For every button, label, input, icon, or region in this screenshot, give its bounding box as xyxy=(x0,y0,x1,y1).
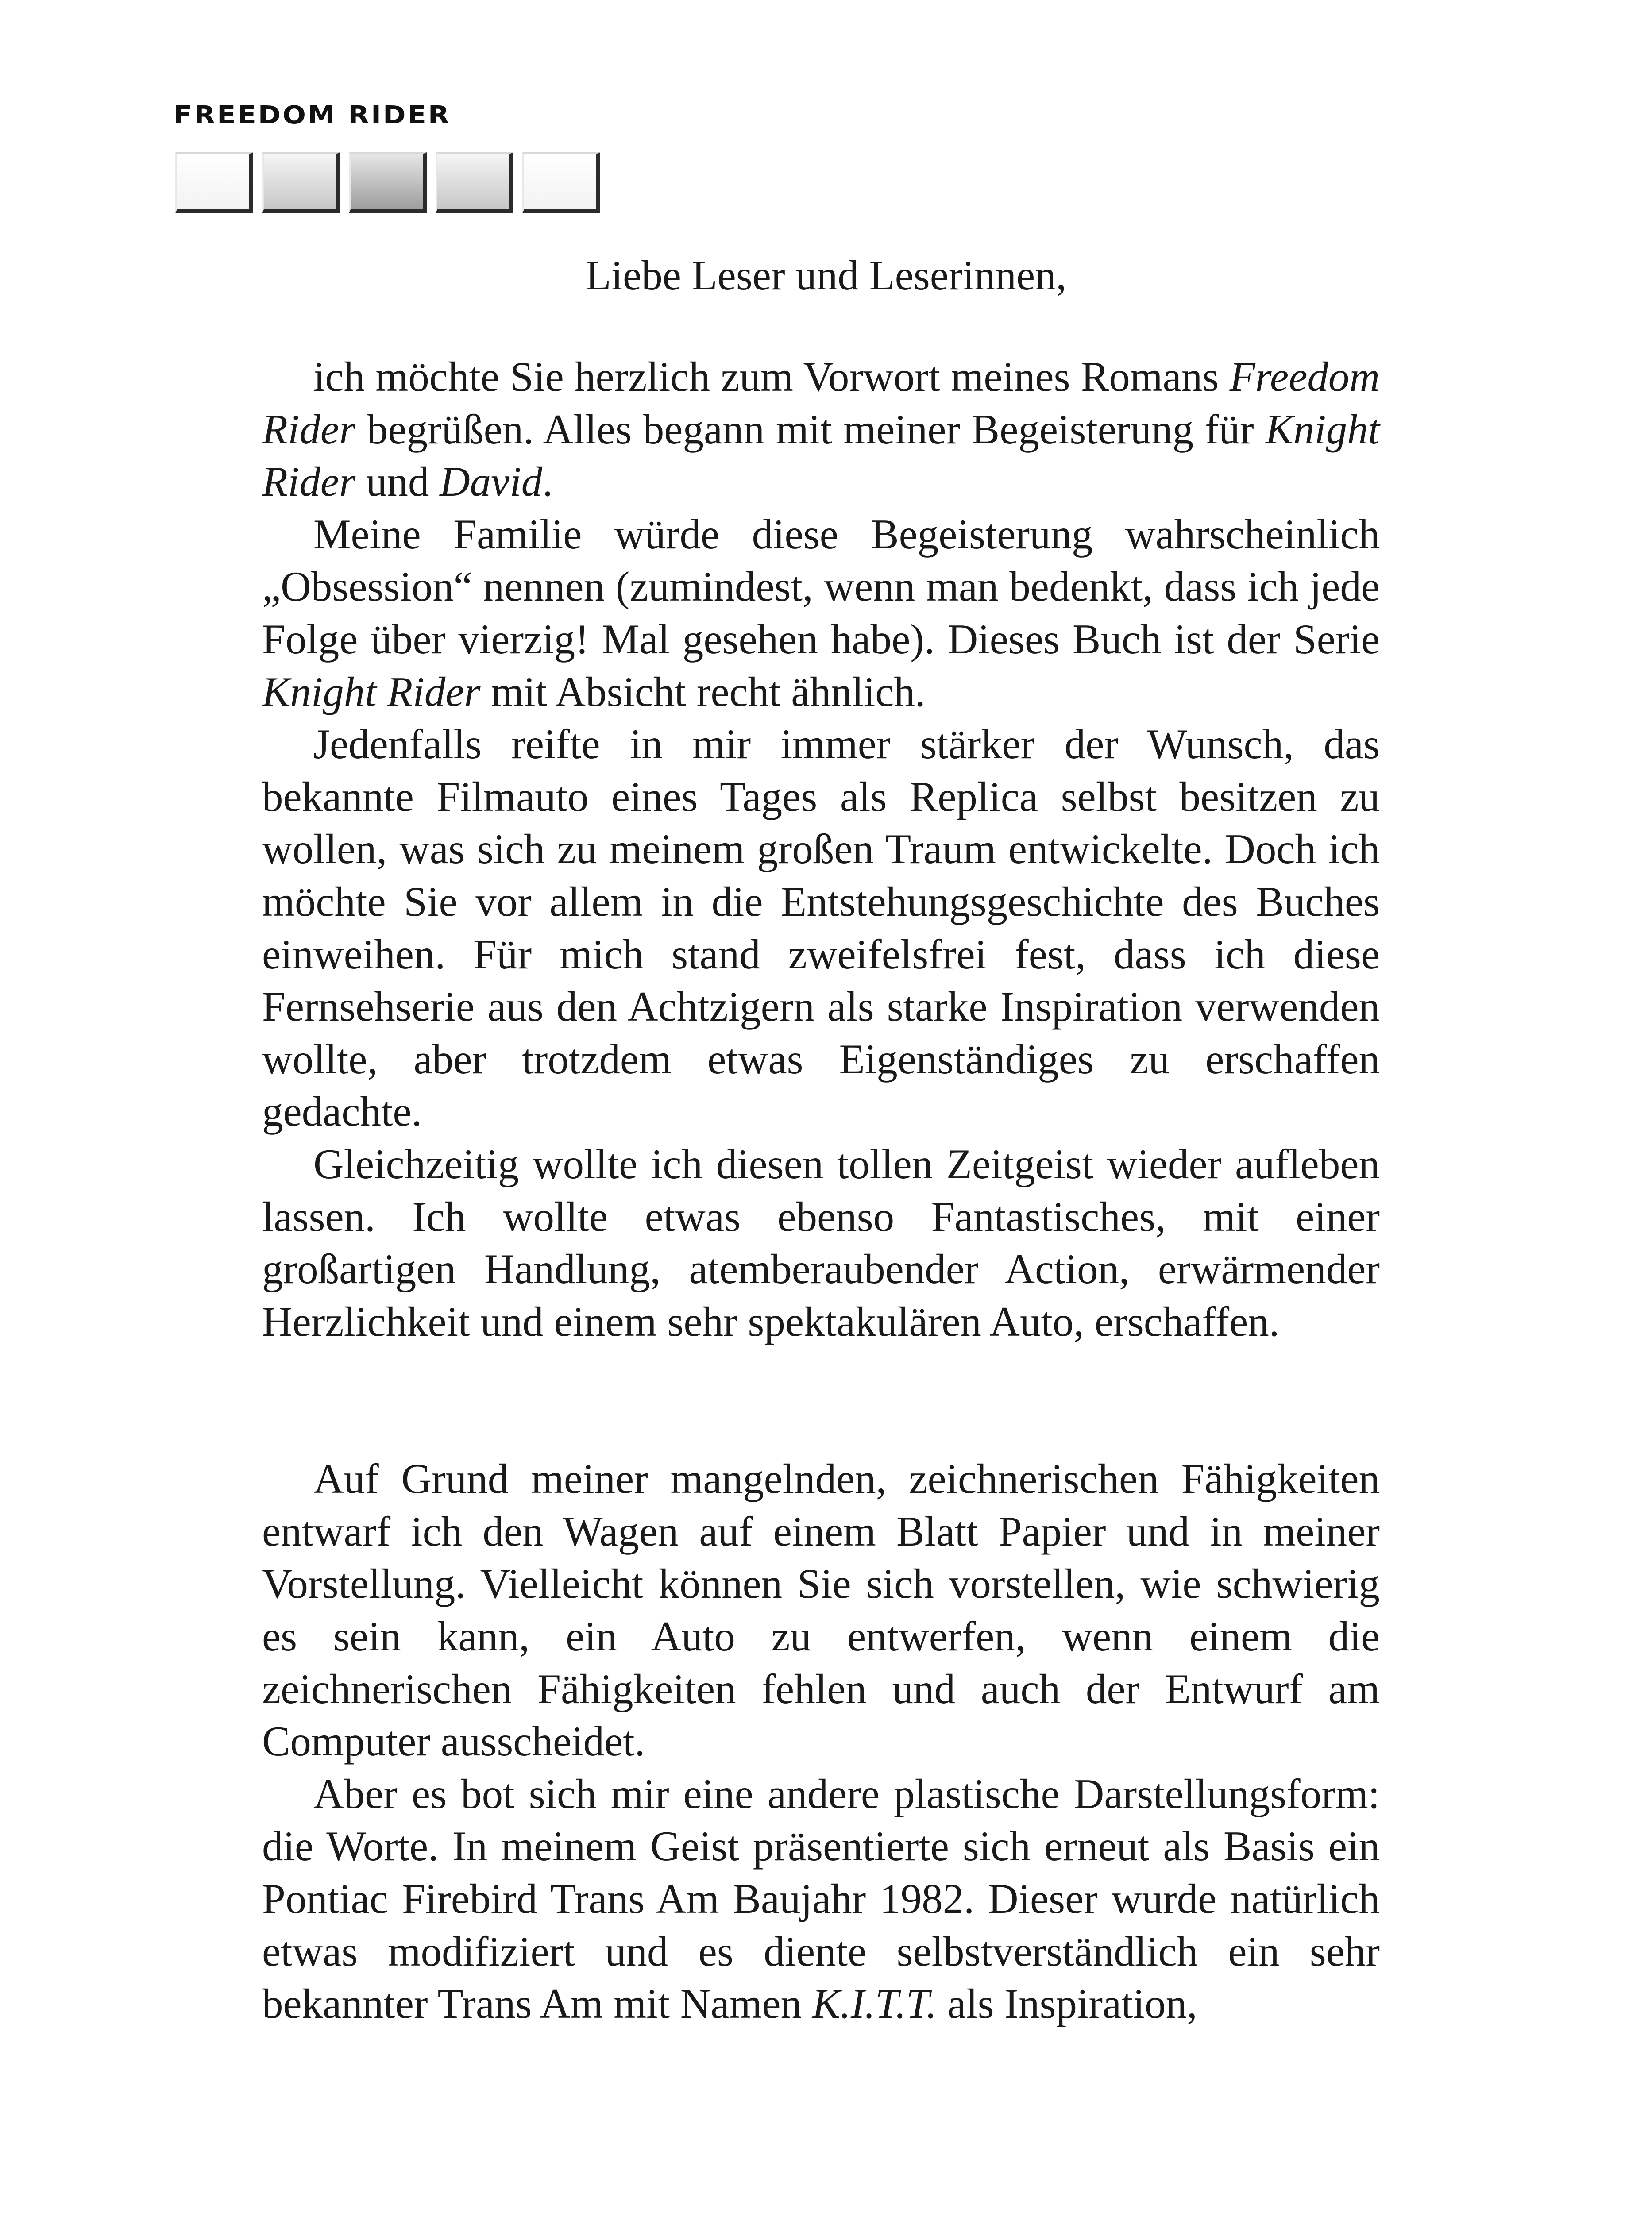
paragraph: Gleichzeitig wollte ich diesen tollen Zeitgeist wieder aufleben lassen. Ich wollte etwas ebenso Fantastisches, mit einer großartigen Handlung, atemberaubender Action, erwärmender Herzlichkeit und einem sehr spektakulären Auto, erschaffen. xyxy=(262,1140,1380,1345)
foreword-body xyxy=(262,351,1380,2030)
paragraph: Jedenfalls reifte in mir immer stärker der Wunsch, das bekannte Filmauto eines Tages als Replica selbst besitzen zu wollen, was sich zu meinem großen Traum entwickelte. Doch ich möchte Sie vor allem in die Entstehungsgeschichte des Buches einweihen. Für mich stand zweifelsfrei fest, dass ich diese Fernsehserie aus den Achtzigern als starke Inspiration verwenden wollte, aber trotzdem etwas Eigenständiges zu erschaffen gedachte. xyxy=(262,721,1380,1135)
paragraph: ich möchte Sie herzlich zum Vorwort meines Romans Freedom Rider begrüßen. Alles begann mit meiner Begeisterung für Knight Rider und David. xyxy=(262,353,1380,505)
book-title-logo: FREEDOM RIDER xyxy=(174,100,451,130)
decorative-tile xyxy=(349,152,427,213)
decorative-tile xyxy=(522,152,600,213)
paragraph: Meine Familie würde diese Begeisterung wahrscheinlich „Obsession“ nennen (zumindest, wenn man bedenkt, dass ich jede Folge über vierzig! Mal gesehen habe). Dieses Buch ist der Serie Knight Rider mit Absicht recht ähnlich. xyxy=(262,510,1380,715)
paragraph: Aber es bot sich mir eine andere plastische Darstellungsform: die Worte. In meinem Geist präsentierte sich erneut als Basis ein Pontiac Firebird Trans Am Baujahr 1982. Dieser wurde natürlich etwas modifiziert und es diente selbstverständlich ein sehr bekannter Trans Am mit Namen K.I.T.T. als Inspiration, xyxy=(262,1770,1380,2028)
paragraph: Auf Grund meiner mangelnden, zeichnerischen Fähigkeiten entwarf ich den Wagen auf einem Blatt Papier und in meiner Vorstellung. Vielleicht können Sie sich vorstellen, wie schwierig es sein kann, ein Auto zu entwerfen, wenn einem die zeichnerischen Fähigkeiten fehlen und auch der Entwurf am Computer ausscheidet. xyxy=(262,1455,1380,1765)
decorative-tile xyxy=(436,152,513,213)
decorative-tile xyxy=(262,152,340,213)
salutation-heading: Liebe Leser und Leserinnen, xyxy=(585,252,1067,299)
decorative-tile-row xyxy=(175,152,600,213)
decorative-tile xyxy=(175,152,253,213)
